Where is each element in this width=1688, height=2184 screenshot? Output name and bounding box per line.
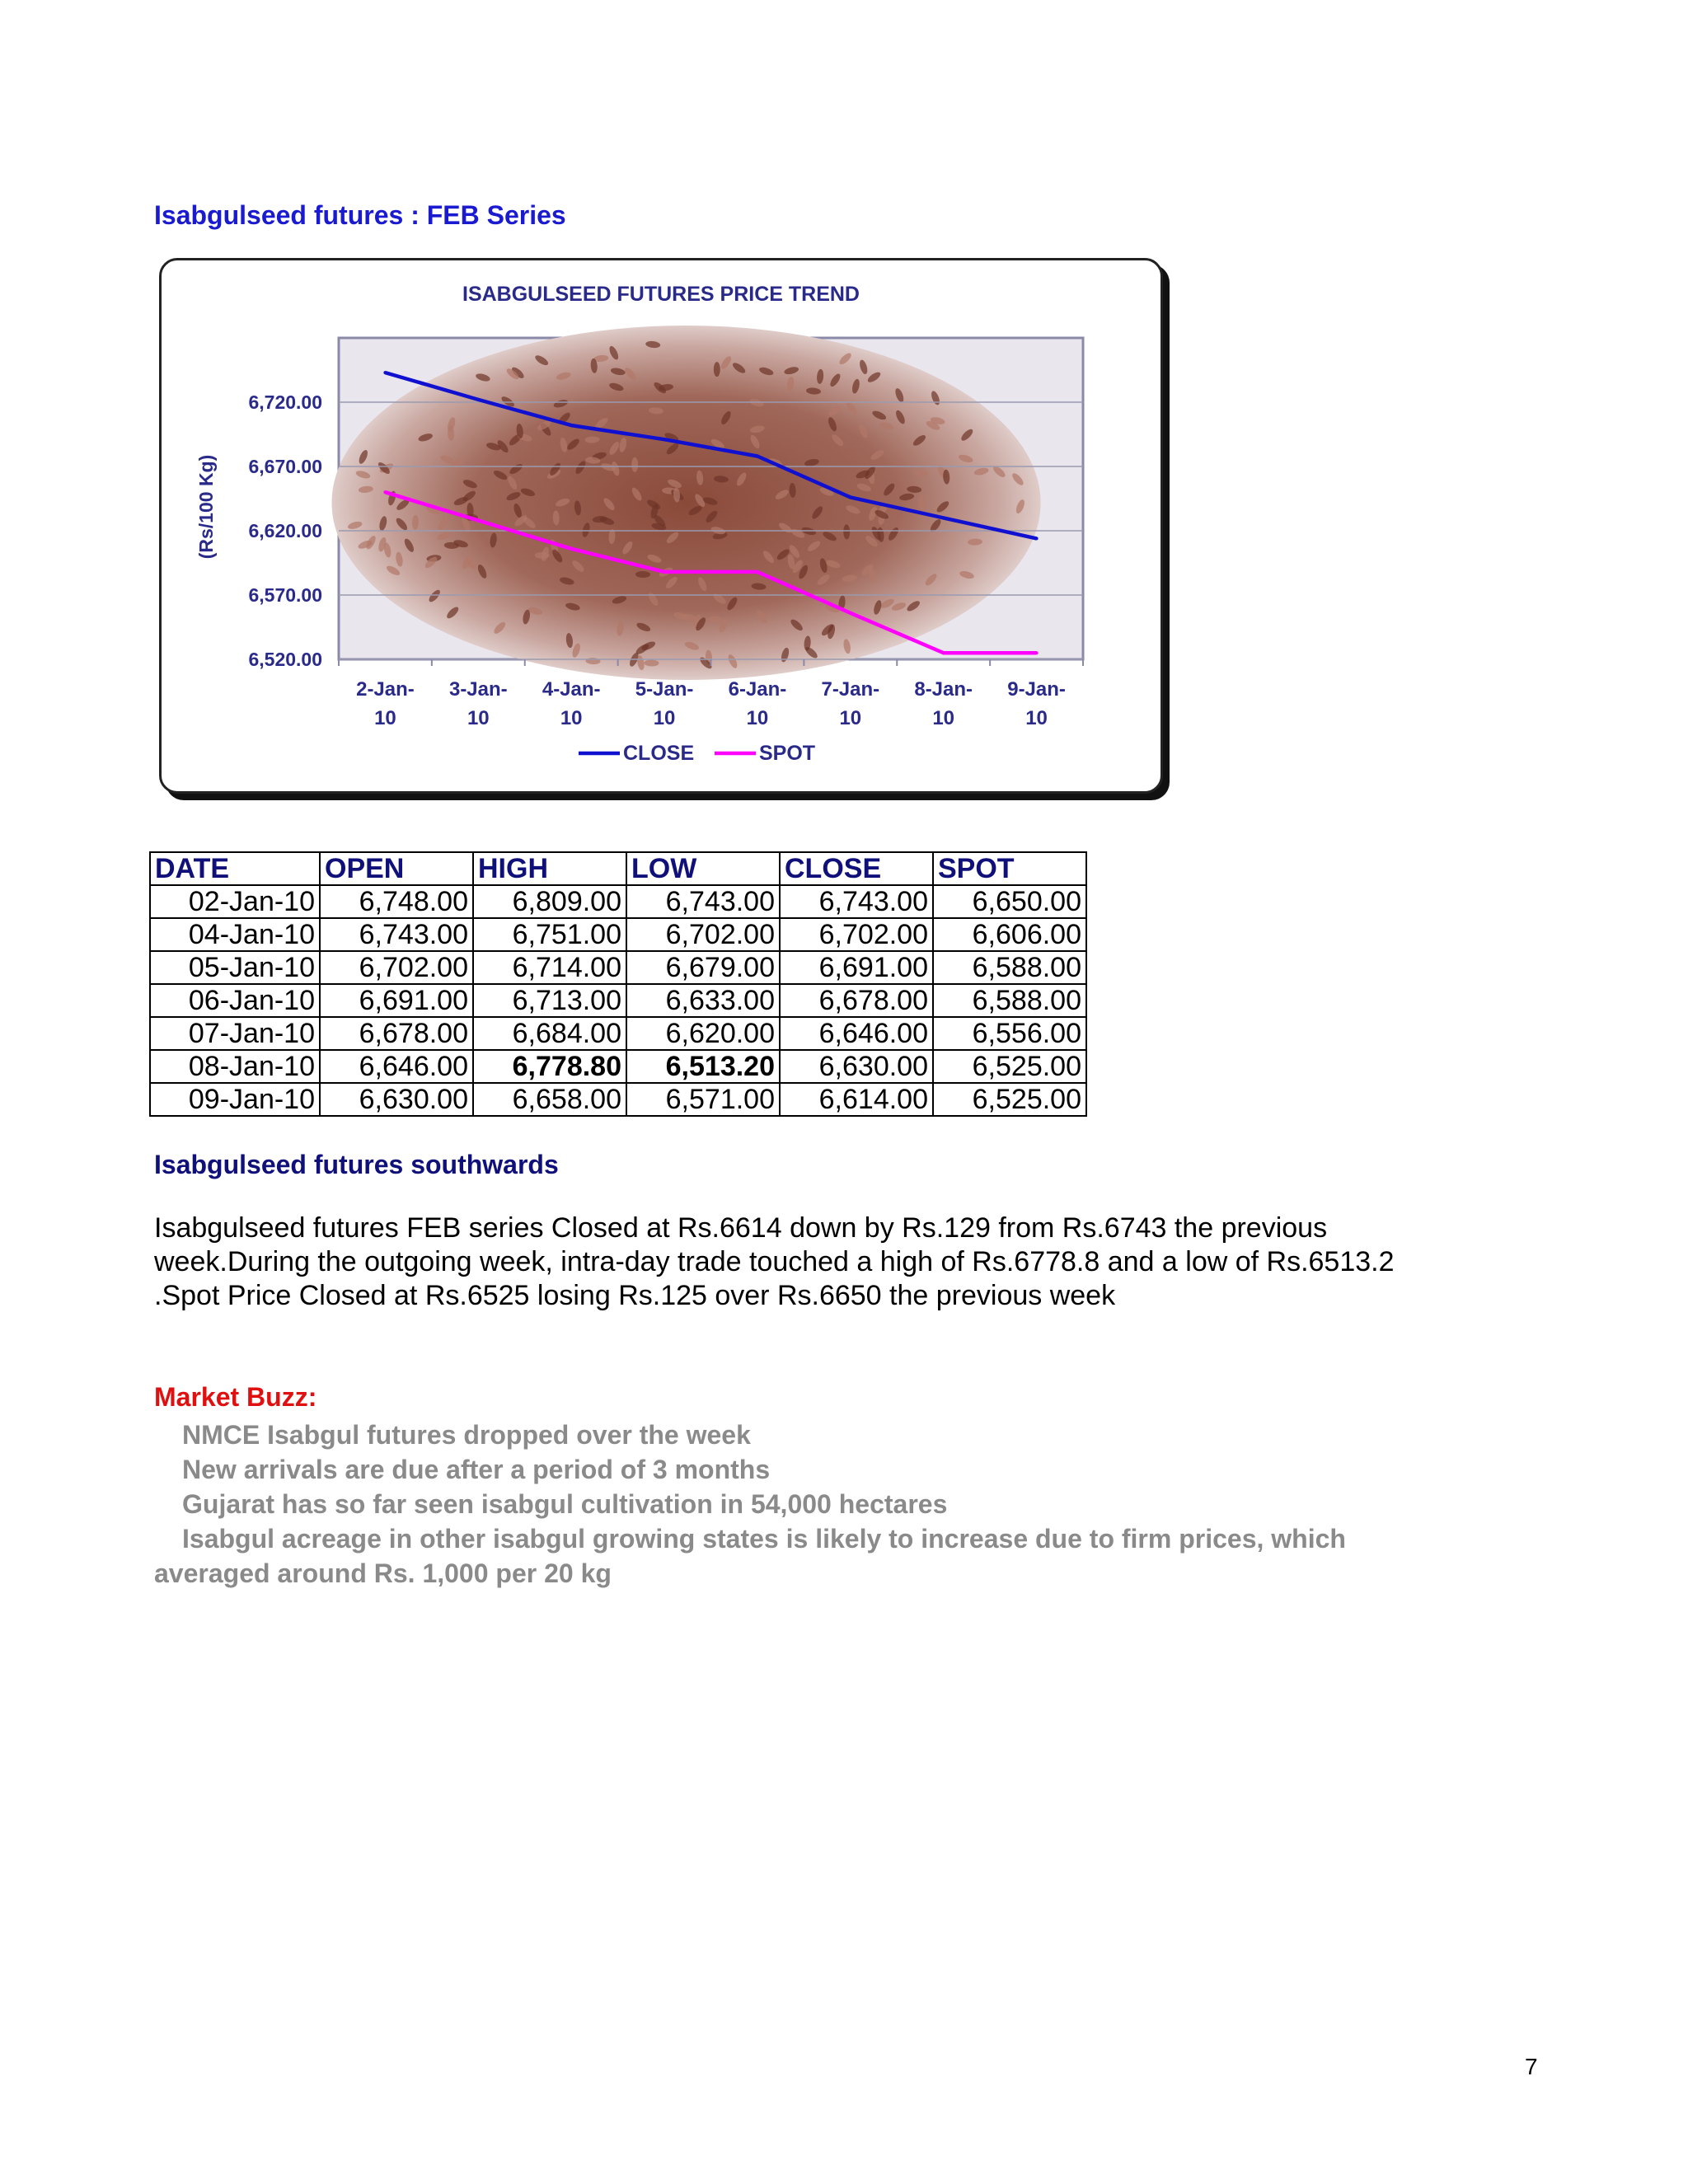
x-tick-label: 10 [746,707,769,729]
table-cell: 6,702.00 [780,918,933,951]
x-tick-label: 7-Jan- [821,678,880,701]
table-cell: 6,588.00 [933,984,1086,1017]
table-cell: 07-Jan-10 [150,1017,320,1050]
data-point-spot [476,519,480,523]
x-tick-label: 4-Jan- [542,678,601,701]
data-point-close [476,398,480,401]
subheading: Isabgulseed futures southwards [154,1150,559,1179]
table-row [150,951,1086,984]
chart-title: ISABGULSEED FUTURES PRICE TREND [462,283,860,306]
summary-line: .Spot Price Closed at Rs.6525 losing Rs.125 over Rs.6650 the previous week [154,1280,1116,1311]
x-tick-label: 10 [467,707,490,729]
x-tick-label: 10 [1025,707,1048,729]
table-cell: 6,614.00 [780,1083,933,1116]
table-cell: 6,633.00 [626,984,780,1017]
data-point-close [570,424,573,427]
data-point-close [756,455,759,458]
table-cell: 6,606.00 [933,918,1086,951]
summary-line: week.During the outgoing week, intra-day trade touched a high of Rs.6778.8 and a low of Rs.6513.2 [154,1246,1395,1277]
table-cell: 6,751.00 [473,918,626,951]
y-tick-label: 6,720.00 [248,391,322,413]
table-cell: 05-Jan-10 [150,951,320,984]
y-tick-label: 6,670.00 [248,456,322,477]
buzz-item: NMCE Isabgul futures dropped over the week [182,1420,751,1450]
table-row [150,1083,1086,1116]
x-tick-label: 6-Jan- [728,678,787,701]
table-cell: 6,684.00 [473,1017,626,1050]
table-cell: 6,778.80 [473,1050,626,1083]
table-cell: 6,743.00 [626,885,780,918]
table-cell: 08-Jan-10 [150,1050,320,1083]
price-trend-chart [162,260,1160,791]
buzz-item: Gujarat has so far seen isabgul cultivation in 54,000 hectares [182,1489,948,1519]
table-cell: 6,646.00 [780,1017,933,1050]
table-cell: 6,678.00 [320,1017,473,1050]
data-point-spot [1035,651,1039,654]
data-point-close [942,516,945,519]
table-cell: 09-Jan-10 [150,1083,320,1116]
table-cell: 6,743.00 [780,885,933,918]
table-row [150,885,1086,918]
table-header-date: DATE [150,852,320,885]
table-cell: 6,702.00 [626,918,780,951]
table-cell: 6,588.00 [933,951,1086,984]
table-cell: 6,620.00 [626,1017,780,1050]
data-point-spot [849,612,852,615]
buzz-item: Isabgul acreage in other isabgul growing states is likely to increase due to firm prices, which [182,1524,1346,1554]
table-header-spot: SPOT [933,852,1086,885]
data-point-close [1035,537,1039,540]
data-point-close [383,371,387,374]
table-cell: 02-Jan-10 [150,885,320,918]
buzz-item: New arrivals are due after a period of 3 months [182,1455,771,1484]
x-tick-label: 10 [374,707,396,729]
table-cell: 6,513.20 [626,1050,780,1083]
table-cell: 6,630.00 [320,1083,473,1116]
market-buzz-title: Market Buzz: [154,1382,317,1412]
table-cell: 6,525.00 [933,1050,1086,1083]
table-cell: 6,679.00 [626,951,780,984]
data-point-spot [756,570,759,574]
data-point-spot [570,547,573,551]
table-cell: 6,809.00 [473,885,626,918]
table-cell: 04-Jan-10 [150,918,320,951]
table-cell: 06-Jan-10 [150,984,320,1017]
summary-paragraph [154,1212,1395,1313]
table-cell: 6,691.00 [780,951,933,984]
y-axis-label: (Rs/100 Kg) [195,454,217,560]
market-buzz-list [154,1418,1346,1591]
table-header-high: HIGH [473,852,626,885]
x-tick-label: 2-Jan- [356,678,415,701]
table-cell: 6,630.00 [780,1050,933,1083]
seed-speck [631,457,638,472]
table-cell: 6,646.00 [320,1050,473,1083]
data-point-close [849,495,852,499]
x-tick-label: 5-Jan- [635,678,694,701]
table-header-close: CLOSE [780,852,933,885]
seed-photo [332,326,1041,680]
table-header-low: LOW [626,852,780,885]
x-tick-label: 10 [932,707,955,729]
chart-panel [159,258,1163,794]
x-tick-label: 3-Jan- [448,678,508,701]
table-cell: 6,748.00 [320,885,473,918]
page-number: 7 [1525,2054,1538,2079]
table-row [150,984,1086,1017]
x-tick-label: 9-Jan- [1007,678,1066,701]
x-tick-label: 10 [560,707,583,729]
buzz-item-continuation: averaged around Rs. 1,000 per 20 kg [154,1558,612,1588]
table-cell: 6,525.00 [933,1083,1086,1116]
table-cell: 6,678.00 [780,984,933,1017]
table-cell: 6,714.00 [473,951,626,984]
table-row [150,1050,1086,1083]
table-cell: 6,556.00 [933,1017,1086,1050]
x-tick-label: 8-Jan- [914,678,973,701]
table-cell: 6,658.00 [473,1083,626,1116]
y-tick-label: 6,520.00 [248,649,322,670]
y-tick-label: 6,620.00 [248,520,322,541]
table-row [150,1017,1086,1050]
table-cell: 6,650.00 [933,885,1086,918]
table-cell: 6,691.00 [320,984,473,1017]
table-cell: 6,571.00 [626,1083,780,1116]
table-cell: 6,702.00 [320,951,473,984]
x-tick-label: 10 [839,707,862,729]
data-point-spot [663,570,666,574]
legend-label-spot: SPOT [759,742,816,765]
seed-speck [714,362,720,377]
table-row [150,918,1086,951]
summary-line: Isabgulseed futures FEB series Closed at Rs.6614 down by Rs.129 from Rs.6743 the previous [154,1212,1328,1244]
price-table [149,851,1087,1117]
table-cell: 6,713.00 [473,984,626,1017]
section-heading: Isabgulseed futures : FEB Series [154,200,566,230]
data-point-spot [942,651,945,654]
data-point-spot [383,490,387,494]
y-tick-label: 6,570.00 [248,584,322,606]
data-point-close [663,438,666,441]
table-header-open: OPEN [320,852,473,885]
x-tick-label: 10 [653,707,676,729]
legend-label-close: CLOSE [623,742,695,765]
table-cell: 6,743.00 [320,918,473,951]
